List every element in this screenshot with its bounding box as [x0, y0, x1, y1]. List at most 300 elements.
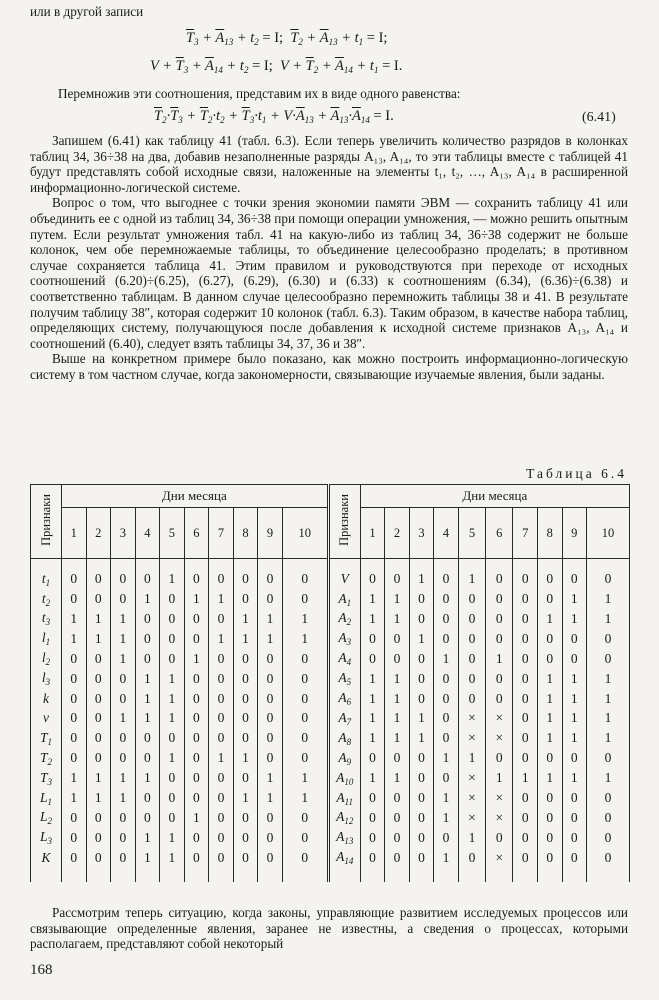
table-cell: 0	[513, 748, 538, 768]
table-cell: 0	[184, 689, 209, 709]
table-cell: 0	[409, 609, 434, 629]
feature-label: $A_7$	[328, 709, 360, 729]
table-title: Таблица 6.4	[526, 466, 627, 481]
table-cell: 1	[587, 728, 630, 748]
table-cell: 0	[385, 559, 410, 590]
table-cell: 0	[62, 828, 87, 848]
table-cell: 1	[562, 728, 587, 748]
row-header-right: Признаки	[328, 485, 360, 559]
table-cell: 1	[385, 589, 410, 609]
day-header: 7	[513, 508, 538, 559]
table-cell: 0	[385, 748, 410, 768]
data-table	[30, 484, 630, 882]
feature-label: $A_{13}$	[328, 828, 360, 848]
feature-label: $A_5$	[328, 669, 360, 689]
day-header: 1	[360, 508, 385, 559]
feature-label: $A_1$	[328, 589, 360, 609]
table-cell: 0	[135, 788, 160, 808]
table-cell: 0	[513, 589, 538, 609]
table-cell: 0	[111, 669, 136, 689]
table-cell: 1	[160, 689, 185, 709]
table-cell: 0	[360, 629, 385, 649]
table-cell: 0	[513, 848, 538, 882]
table-cell: 0	[184, 559, 209, 590]
table-cell: 1	[587, 709, 630, 729]
col-header-right: Дни месяца	[360, 485, 629, 508]
day-header: 10	[587, 508, 630, 559]
table-cell: 1	[135, 669, 160, 689]
table-cell: 0	[409, 689, 434, 709]
table-cell: ×	[486, 709, 513, 729]
table-cell: 0	[360, 828, 385, 848]
table-cell: 0	[537, 788, 562, 808]
table-row	[31, 808, 630, 828]
table-cell: 0	[135, 808, 160, 828]
table-cell: 1	[62, 788, 87, 808]
table-cell: 1	[62, 768, 87, 788]
day-header: 3	[111, 508, 136, 559]
table-cell: 0	[86, 709, 111, 729]
table-cell: 0	[385, 788, 410, 808]
day-header: 9	[562, 508, 587, 559]
table-cell: 0	[86, 689, 111, 709]
table-cell: 1	[562, 609, 587, 629]
table-cell: 1	[486, 649, 513, 669]
table-cell: 0	[62, 808, 87, 828]
table-cell: 0	[160, 768, 185, 788]
table-cell: 0	[385, 649, 410, 669]
feature-label: k	[31, 689, 62, 709]
feature-label: $A_{14}$	[328, 848, 360, 882]
table-cell: 0	[513, 808, 538, 828]
table-cell: 0	[513, 728, 538, 748]
table-cell: 0	[360, 808, 385, 828]
table-row	[31, 828, 630, 848]
page-number: 168	[30, 962, 53, 978]
day-header: 5	[160, 508, 185, 559]
table-cell: 0	[111, 828, 136, 848]
table-cell: 0	[258, 689, 283, 709]
table-cell: 0	[562, 848, 587, 882]
table-cell: 0	[184, 629, 209, 649]
equation-number: (6.41)	[582, 110, 616, 125]
table-cell: 0	[458, 848, 485, 882]
table-cell: 1	[458, 828, 485, 848]
table-cell: 0	[282, 709, 328, 729]
table-cell: 1	[135, 709, 160, 729]
table-cell: 0	[160, 788, 185, 808]
feature-label: $A_3$	[328, 629, 360, 649]
table-row	[31, 748, 630, 768]
day-header: 4	[434, 508, 459, 559]
feature-label: $t_2$	[31, 589, 62, 609]
table-cell: 1	[233, 629, 258, 649]
table-cell: 1	[537, 609, 562, 629]
table-cell: 0	[184, 788, 209, 808]
feature-label: V	[328, 559, 360, 590]
table-cell: 0	[135, 728, 160, 748]
table-cell: 1	[587, 609, 630, 629]
day-header: 6	[486, 508, 513, 559]
table-cell: 0	[233, 768, 258, 788]
feature-label: $A_{10}$	[328, 768, 360, 788]
table-cell: 0	[587, 808, 630, 828]
table-row	[31, 629, 630, 649]
day-header: 3	[409, 508, 434, 559]
formula-line-1: $\overline{T}_3 + \overline{A}_{13} + t_2 = I$; $\overline{T}_2 + \overline{A}_{13} + t_1 = I$;	[186, 30, 388, 47]
table-cell: 1	[537, 689, 562, 709]
table-cell: 1	[360, 709, 385, 729]
footer-paragraph: Рассмотрим теперь ситуацию, когда законы, управляющие развитием исследуемых процессов или связывающие определенные явления, заранее не известны, а сведения о процессах, которыми располагаем, представляют собой некоторый	[30, 905, 628, 952]
table-cell: 0	[86, 748, 111, 768]
table-cell: 0	[233, 649, 258, 669]
day-header: 5	[458, 508, 485, 559]
table-cell: 1	[111, 709, 136, 729]
table-cell: 0	[209, 728, 234, 748]
table-cell: 0	[160, 589, 185, 609]
table-cell: 0	[209, 768, 234, 788]
feature-label: K	[31, 848, 62, 882]
table-cell: 0	[434, 689, 459, 709]
table-cell: 0	[409, 848, 434, 882]
table-cell: 0	[160, 649, 185, 669]
table-cell: 0	[233, 689, 258, 709]
table-cell: 0	[209, 848, 234, 882]
table-cell: 1	[111, 649, 136, 669]
table-cell: 1	[385, 728, 410, 748]
table-cell: 1	[282, 768, 328, 788]
table-cell: 0	[562, 629, 587, 649]
table-row	[31, 669, 630, 689]
table-cell: 0	[434, 828, 459, 848]
table-cell: 0	[385, 808, 410, 828]
table-cell: 0	[486, 748, 513, 768]
table-cell: 1	[434, 848, 459, 882]
table-cell: 0	[209, 808, 234, 828]
table-cell: 0	[160, 728, 185, 748]
table-cell: 1	[385, 669, 410, 689]
table-cell: 0	[562, 788, 587, 808]
table-cell: 1	[86, 609, 111, 629]
table-cell: 0	[458, 649, 485, 669]
table-cell: 0	[233, 808, 258, 828]
table-row	[31, 728, 630, 748]
table-cell: 0	[587, 828, 630, 848]
table-cell: 1	[513, 768, 538, 788]
feature-label: $A_8$	[328, 728, 360, 748]
table-cell: 1	[258, 609, 283, 629]
table-cell: 1	[135, 768, 160, 788]
table-cell: 1	[135, 828, 160, 848]
table-cell: 0	[282, 559, 328, 590]
table-cell: 0	[209, 788, 234, 808]
table-cell: 0	[209, 828, 234, 848]
table-cell: 1	[587, 689, 630, 709]
day-header: 6	[184, 508, 209, 559]
table-cell: 1	[587, 589, 630, 609]
table-cell: 1	[282, 629, 328, 649]
table-cell: 0	[184, 848, 209, 882]
table-cell: 0	[233, 848, 258, 882]
table-cell: 1	[360, 669, 385, 689]
table-cell: 0	[233, 669, 258, 689]
table-cell: 0	[62, 848, 87, 882]
table-cell: 0	[184, 828, 209, 848]
table-cell: 0	[233, 828, 258, 848]
lead-line: Перемножив эти соотношения, представим их в виде одного равенства:	[58, 86, 461, 101]
table-cell: 0	[360, 848, 385, 882]
table-cell: 0	[458, 609, 485, 629]
table-cell: 0	[458, 689, 485, 709]
table-cell: 0	[486, 828, 513, 848]
feature-label: $A_{12}$	[328, 808, 360, 828]
table-cell: 0	[587, 748, 630, 768]
table-cell: 0	[86, 559, 111, 590]
table-cell: 1	[111, 629, 136, 649]
feature-label: $L_3$	[31, 828, 62, 848]
table-cell: 0	[385, 848, 410, 882]
table-cell: 0	[62, 589, 87, 609]
table-row	[31, 589, 630, 609]
table-cell: 1	[282, 609, 328, 629]
table-cell: 0	[111, 589, 136, 609]
table-cell: 0	[135, 559, 160, 590]
table-cell: 0	[409, 828, 434, 848]
table-cell: 0	[258, 808, 283, 828]
table-cell: 1	[434, 649, 459, 669]
table-cell: 1	[385, 609, 410, 629]
table-cell: 1	[209, 589, 234, 609]
table-cell: 1	[86, 629, 111, 649]
table-cell: 0	[486, 629, 513, 649]
table-cell: 0	[62, 689, 87, 709]
table-cell: 0	[434, 629, 459, 649]
table-cell: ×	[486, 728, 513, 748]
table-cell: 1	[587, 768, 630, 788]
table-cell: 1	[434, 788, 459, 808]
table-cell: 0	[587, 848, 630, 882]
table-cell: 1	[62, 609, 87, 629]
table-cell: 0	[233, 559, 258, 590]
table-cell: 1	[233, 748, 258, 768]
table-cell: 0	[86, 589, 111, 609]
table-cell: 0	[562, 748, 587, 768]
table-row	[31, 609, 630, 629]
day-header: 7	[209, 508, 234, 559]
col-header-left: Дни месяца	[62, 485, 329, 508]
table-cell: 0	[537, 649, 562, 669]
row-header-left: Признаки	[31, 485, 62, 559]
table-cell: 1	[409, 709, 434, 729]
table-cell: 0	[62, 709, 87, 729]
table-cell: 0	[513, 709, 538, 729]
table-cell: 0	[209, 669, 234, 689]
table-cell: 1	[409, 629, 434, 649]
table-cell: 1	[409, 728, 434, 748]
table-row	[31, 768, 630, 788]
table-cell: 0	[486, 559, 513, 590]
table-cell: ×	[458, 709, 485, 729]
table-cell: 1	[258, 788, 283, 808]
table-cell: 0	[360, 649, 385, 669]
table-cell: 0	[184, 728, 209, 748]
table-cell: 0	[86, 848, 111, 882]
table-cell: 0	[282, 589, 328, 609]
table-cell: 0	[135, 649, 160, 669]
table-cell: 1	[209, 629, 234, 649]
paragraph-3: Выше на конкретном примере было показано, как можно построить информационно-логическую систему в том частном случае, когда закономерности, связывающие изучаемые явления, были заданы.	[30, 351, 628, 382]
table-cell: ×	[486, 788, 513, 808]
table-cell: 0	[62, 559, 87, 590]
table-cell: 0	[258, 669, 283, 689]
table-cell: 0	[135, 629, 160, 649]
table-cell: 0	[86, 728, 111, 748]
table-cell: ×	[486, 808, 513, 828]
table-cell: 1	[135, 689, 160, 709]
table-cell: 1	[233, 609, 258, 629]
table-cell: 1	[282, 788, 328, 808]
table-cell: 1	[258, 768, 283, 788]
formula-line-2: $V + \overline{T}_3 + \overline{A}_{14} + t_2 = I$; $V + \overline{T}_2 + \overline{A}_{14} + t_1 = I$.	[150, 58, 403, 75]
table-cell: 1	[111, 609, 136, 629]
table-cell: 1	[360, 589, 385, 609]
table-cell: 0	[258, 649, 283, 669]
table-cell: 0	[587, 559, 630, 590]
table-cell: 0	[434, 728, 459, 748]
table-cell: 0	[209, 559, 234, 590]
table-cell: 0	[86, 669, 111, 689]
table-cell: 1	[160, 669, 185, 689]
table-cell: 0	[537, 629, 562, 649]
table-cell: 0	[282, 649, 328, 669]
table-cell: 0	[458, 669, 485, 689]
table-cell: 1	[385, 768, 410, 788]
table-cell: 0	[434, 768, 459, 788]
table-cell: ×	[458, 788, 485, 808]
table-cell: 0	[282, 808, 328, 828]
table-cell: 0	[62, 748, 87, 768]
feature-label: $L_1$	[31, 788, 62, 808]
table-cell: 0	[513, 788, 538, 808]
table-cell: 1	[111, 768, 136, 788]
table-cell: 0	[233, 728, 258, 748]
paragraph-1: Запишем (6.41) как таблицу 41 (табл. 6.3). Если теперь увеличить количество разрядов в колонках таблиц 34, 36÷38 на два, добавив незаполненные разряды A₁₃, A₁₄, то эти таблицы вместе с таблицей 41 будут представлять собой исходные связи, наложенные на элементы t₁, t₂, …, A₁₃, A₁₄ в расширенной информационно-логической системе.	[30, 133, 628, 195]
table-cell: 1	[562, 689, 587, 709]
table-cell: 0	[282, 728, 328, 748]
table-cell: 0	[282, 669, 328, 689]
table-cell: 1	[562, 709, 587, 729]
table-cell: 1	[135, 589, 160, 609]
table-cell: 0	[86, 649, 111, 669]
table-cell: 1	[160, 748, 185, 768]
table-cell: 0	[513, 629, 538, 649]
table-cell: ×	[486, 848, 513, 882]
table-cell: 1	[233, 788, 258, 808]
table-cell: 0	[282, 748, 328, 768]
table-cell: ×	[458, 808, 485, 828]
table-cell: 1	[562, 589, 587, 609]
table-cell: 0	[434, 609, 459, 629]
table-cell: 1	[135, 848, 160, 882]
day-header: 2	[385, 508, 410, 559]
table-cell: 0	[409, 589, 434, 609]
table-cell: 0	[62, 669, 87, 689]
table-cell: 1	[587, 669, 630, 689]
table-cell: ×	[458, 768, 485, 788]
table-cell: 0	[233, 709, 258, 729]
table-cell: 0	[434, 589, 459, 609]
table-cell: 1	[258, 629, 283, 649]
table-cell: 0	[513, 689, 538, 709]
table-cell: 1	[160, 828, 185, 848]
table-cell: 0	[184, 669, 209, 689]
table-cell: 0	[513, 609, 538, 629]
table-cell: 0	[135, 609, 160, 629]
table-cell: 1	[86, 768, 111, 788]
feature-label: $t_3$	[31, 609, 62, 629]
table-cell: 1	[160, 709, 185, 729]
table-cell: 1	[360, 768, 385, 788]
table-cell: 1	[537, 669, 562, 689]
table-row	[31, 788, 630, 808]
table-cell: 1	[184, 589, 209, 609]
feature-label: v	[31, 709, 62, 729]
table-cell: 0	[258, 748, 283, 768]
table-cell: 0	[409, 669, 434, 689]
table-cell: 0	[111, 728, 136, 748]
table-cell: 0	[434, 709, 459, 729]
day-header: 8	[233, 508, 258, 559]
table-cell: 1	[160, 848, 185, 882]
feature-label: $L_2$	[31, 808, 62, 828]
table-cell: 1	[385, 689, 410, 709]
table-cell: 0	[486, 609, 513, 629]
table-cell: 0	[209, 649, 234, 669]
body-text	[30, 133, 628, 383]
table-cell: 0	[160, 808, 185, 828]
table-cell: 0	[135, 748, 160, 768]
table-cell: 1	[537, 709, 562, 729]
table-cell: 0	[537, 589, 562, 609]
table-cell: 0	[111, 748, 136, 768]
table-cell: 1	[486, 768, 513, 788]
table-cell: 0	[258, 589, 283, 609]
table-cell: 0	[233, 589, 258, 609]
day-header: 2	[86, 508, 111, 559]
table-cell: 0	[513, 649, 538, 669]
day-header: 4	[135, 508, 160, 559]
feature-label: $A_4$	[328, 649, 360, 669]
day-header: 10	[282, 508, 328, 559]
table-cell: 1	[62, 629, 87, 649]
table-row	[31, 689, 630, 709]
table-cell: 0	[258, 848, 283, 882]
table-cell: 1	[86, 788, 111, 808]
table-cell: 1	[360, 689, 385, 709]
feature-label: $l_1$	[31, 629, 62, 649]
table-cell: 0	[111, 689, 136, 709]
table-cell: 0	[587, 788, 630, 808]
table-cell: 0	[258, 728, 283, 748]
table-row	[31, 649, 630, 669]
paragraph-2: Вопрос о том, что выгоднее с точки зрения экономии памяти ЭВМ — сохранить таблицу 41 или объединить ее с одной из таблиц 34, 36÷38 при помощи операции умножения, — можно решить опытным путем. Если результат умножения табл. 41 на какую-либо из таблиц 34, 36÷38 содержит не больше колонок, чем обе перемножаемые таблицы, то объединение целесообразно проделать; в противном случае сохраняется таблица 41. Этим правилом и руководствуются при переходе от исходных соотношений (6.20)÷(6.25), (6.27), (6.29), (6.30) и (6.33) к соотношениям (6.34), (6.36)÷(6.38) и соответственно таблицам. В данном случае целесообразно перемножить таблицы 38 и 41. В результате получим таблицу 38″, которая содержит 10 колонок (табл. 6.3). Таким образом, в качестве набора таблиц, определяющих систему, получающуюся после добавления к исходной системе признаков A₁₃, A₁₄ и соотношений (6.40), следует взять таблицы 34, 37, 36 и 38″.	[30, 195, 628, 351]
feature-label: $l_2$	[31, 649, 62, 669]
table-cell: 0	[562, 808, 587, 828]
table-cell: 0	[62, 728, 87, 748]
table-cell: 0	[409, 788, 434, 808]
table-cell: 0	[184, 748, 209, 768]
table-cell: 0	[587, 649, 630, 669]
